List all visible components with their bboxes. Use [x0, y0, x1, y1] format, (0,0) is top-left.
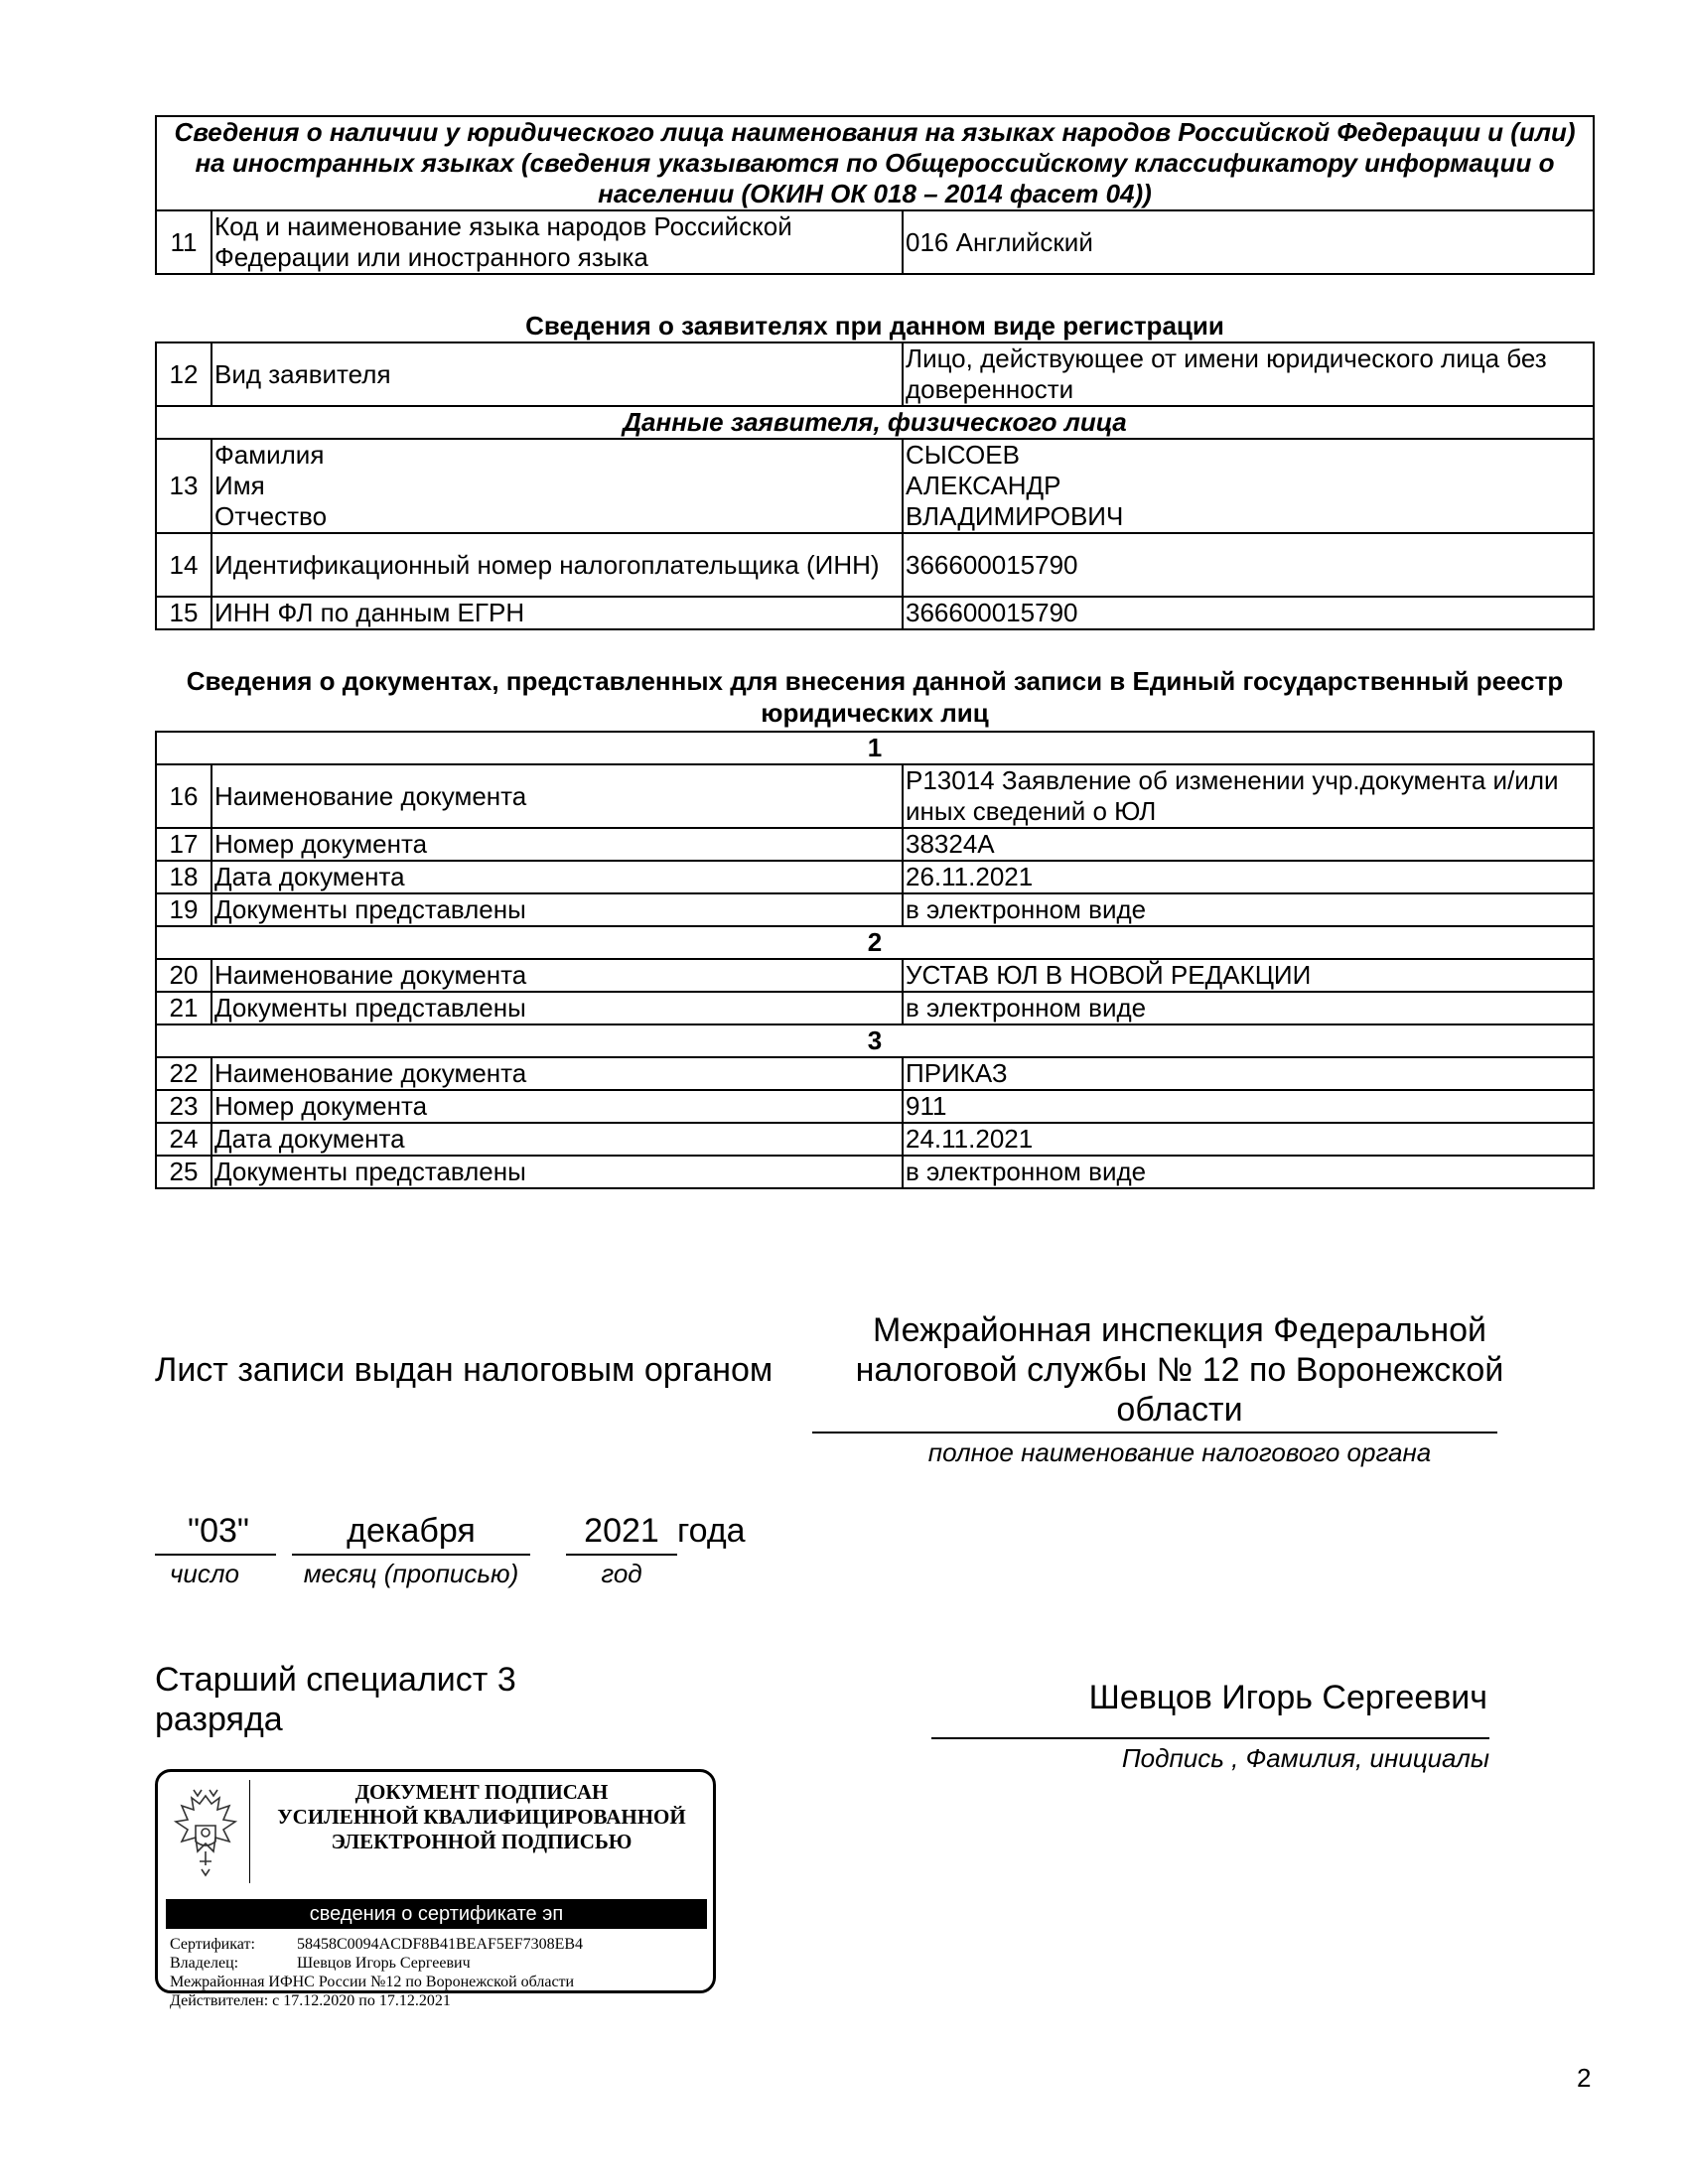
- day-underline: [155, 1554, 276, 1556]
- stamp-title-line-1: ДОКУМЕНТ ПОДПИСАН: [354, 1780, 609, 1804]
- owner-value: Шевцов Игорь Сергеевич: [297, 1955, 471, 1972]
- first-name-label: Имя: [214, 471, 265, 500]
- row-number: 17: [156, 828, 211, 861]
- patronymic-value: ВЛАДИМИРОВИЧ: [906, 501, 1124, 531]
- row-label: ИНН ФЛ по данным ЕГРН: [211, 597, 903, 629]
- tax-authority-line-3: области: [1116, 1391, 1243, 1429]
- document-group-header: 2: [156, 926, 1594, 959]
- stamp-title: [253, 1780, 710, 1854]
- table-row: [156, 1057, 1594, 1090]
- row-value: 366600015790: [903, 597, 1594, 629]
- table-row: [156, 533, 1594, 597]
- row-value: Р13014 Заявление об изменении учр.документа и/или иных сведений о ЮЛ: [903, 764, 1594, 828]
- certificate-key: Сертификат:: [170, 1936, 255, 1953]
- row-number: 11: [156, 210, 211, 274]
- stamp-title-line-3: ЭЛЕКТРОННОЙ ПОДПИСЬЮ: [331, 1830, 633, 1853]
- row-label: Номер документа: [211, 828, 903, 861]
- issued-by-text: Лист записи выдан налоговым органом: [155, 1351, 774, 1389]
- row-number: 23: [156, 1090, 211, 1123]
- surname-label: Фамилия: [214, 440, 325, 470]
- row-number: 13: [156, 439, 211, 533]
- table-row: [156, 210, 1594, 274]
- signer-name: Шевцов Игорь Сергеевич: [1088, 1679, 1487, 1716]
- row-number: 18: [156, 861, 211, 893]
- row-label: Документы представлены: [211, 992, 903, 1024]
- date-suffix: года: [677, 1512, 746, 1550]
- row-label: Дата документа: [211, 1123, 903, 1156]
- month-caption: месяц (прописью): [303, 1559, 519, 1588]
- document-group-header: 3: [156, 1024, 1594, 1057]
- tax-authority-caption: полное наименование налогового органа: [927, 1437, 1432, 1467]
- certificate-value: 58458C0094ACDF8B41BEAF5EF7308EB4: [297, 1936, 584, 1953]
- date-year: 2021: [584, 1512, 659, 1550]
- certificate-info-bar: сведения о сертификате эп: [166, 1899, 707, 1929]
- row-label: Идентификационный номер налогоплательщика (ИНН): [211, 533, 903, 597]
- stamp-title-line-2: УСИЛЕННОЙ КВАЛИФИЦИРОВАННОЙ: [277, 1805, 686, 1829]
- row-number: 25: [156, 1156, 211, 1188]
- document-group-header: 1: [156, 732, 1594, 764]
- row-number: 16: [156, 764, 211, 828]
- table-row: [156, 439, 1594, 533]
- row-value: в электронном виде: [903, 1156, 1594, 1188]
- row-value: 38324А: [903, 828, 1594, 861]
- row-number: 22: [156, 1057, 211, 1090]
- row-label: Наименование документа: [211, 959, 903, 992]
- issuer-org: Межрайонная ИФНС России №12 по Воронежской области: [170, 1974, 575, 1990]
- signer-position-line-2: разряда: [155, 1701, 283, 1738]
- table-row: [156, 861, 1594, 893]
- date-month: декабря: [347, 1512, 476, 1550]
- first-name-value: АЛЕКСАНДР: [906, 471, 1061, 500]
- row-number: 21: [156, 992, 211, 1024]
- year-caption: год: [601, 1559, 642, 1588]
- month-underline: [292, 1554, 530, 1556]
- name-values: [903, 439, 1594, 533]
- table-row: [156, 1156, 1594, 1188]
- language-section-title: Сведения о наличии у юридического лица наименования на языках народов Российской Федерации и (или) на иностранных языках (сведения указываются по Общероссийскому классификатору информации о населении (ОКИН ОК 018 – 2014 фасет 04)): [156, 116, 1594, 210]
- table-row: [156, 342, 1594, 406]
- applicant-subheader: Данные заявителя, физического лица: [156, 406, 1594, 439]
- row-number: 12: [156, 342, 211, 406]
- row-value: 24.11.2021: [903, 1123, 1594, 1156]
- applicants-table: [155, 341, 1595, 630]
- documents-section-title: Сведения о документах, представленных для внесения данной записи в Единый государственный реестр юридических лиц: [186, 666, 1564, 728]
- name-labels: [211, 439, 903, 533]
- applicants-section-title: Сведения о заявителях при данном виде регистрации: [525, 311, 1224, 341]
- table-row: [156, 1123, 1594, 1156]
- tax-authority-underline: [812, 1432, 1497, 1433]
- stamp-separator: [249, 1780, 250, 1883]
- table-row: [156, 959, 1594, 992]
- year-underline: [566, 1554, 677, 1556]
- row-value: 26.11.2021: [903, 861, 1594, 893]
- page-number: 2: [1577, 2063, 1592, 2093]
- row-label: Наименование документа: [211, 764, 903, 828]
- row-value: 366600015790: [903, 533, 1594, 597]
- row-number: 15: [156, 597, 211, 629]
- row-number: 20: [156, 959, 211, 992]
- certificate-details: [170, 1935, 583, 2010]
- valid-value: с 17.12.2020 по 17.12.2021: [272, 1992, 451, 2009]
- table-row: [156, 597, 1594, 629]
- owner-key: Владелец:: [170, 1955, 239, 1972]
- row-label: Номер документа: [211, 1090, 903, 1123]
- tax-authority-line-2: налоговой службы № 12 по Воронежской: [855, 1351, 1504, 1389]
- day-caption: число: [169, 1559, 240, 1588]
- row-label: Вид заявителя: [211, 342, 903, 406]
- documents-table: [155, 731, 1595, 1189]
- row-value: УСТАВ ЮЛ В НОВОЙ РЕДАКЦИИ: [903, 959, 1594, 992]
- valid-key: Действителен:: [170, 1992, 269, 2009]
- row-label: Документы представлены: [211, 1156, 903, 1188]
- row-number: 19: [156, 893, 211, 926]
- row-value: ПРИКАЗ: [903, 1057, 1594, 1090]
- table-row: [156, 992, 1594, 1024]
- language-table: [155, 115, 1595, 275]
- row-label: Наименование документа: [211, 1057, 903, 1090]
- row-value: в электронном виде: [903, 893, 1594, 926]
- surname-value: СЫСОЕВ: [906, 440, 1020, 470]
- signature-caption: Подпись , Фамилия, инициалы: [1121, 1743, 1489, 1773]
- table-row: [156, 764, 1594, 828]
- row-value: 016 Английский: [903, 210, 1594, 274]
- tax-authority-line-1: Межрайонная инспекция Федеральной: [872, 1311, 1487, 1349]
- table-row: [156, 828, 1594, 861]
- electronic-signature-stamp: [155, 1769, 716, 2009]
- row-value: 911: [903, 1090, 1594, 1123]
- coat-of-arms-icon: [166, 1782, 245, 1881]
- row-label: Код и наименование языка народов Российской Федерации или иностранного языка: [211, 210, 903, 274]
- row-number: 24: [156, 1123, 211, 1156]
- signer-position-line-1: Старший специалист 3: [155, 1661, 516, 1699]
- signature-underline: [931, 1737, 1489, 1739]
- patronymic-label: Отчество: [214, 501, 328, 531]
- row-value: в электронном виде: [903, 992, 1594, 1024]
- table-row: [156, 1090, 1594, 1123]
- row-number: 14: [156, 533, 211, 597]
- row-value: Лицо, действующее от имени юридического лица без доверенности: [903, 342, 1594, 406]
- row-label: Документы представлены: [211, 893, 903, 926]
- row-label: Дата документа: [211, 861, 903, 893]
- table-row: [156, 893, 1594, 926]
- date-day: "03": [188, 1512, 249, 1550]
